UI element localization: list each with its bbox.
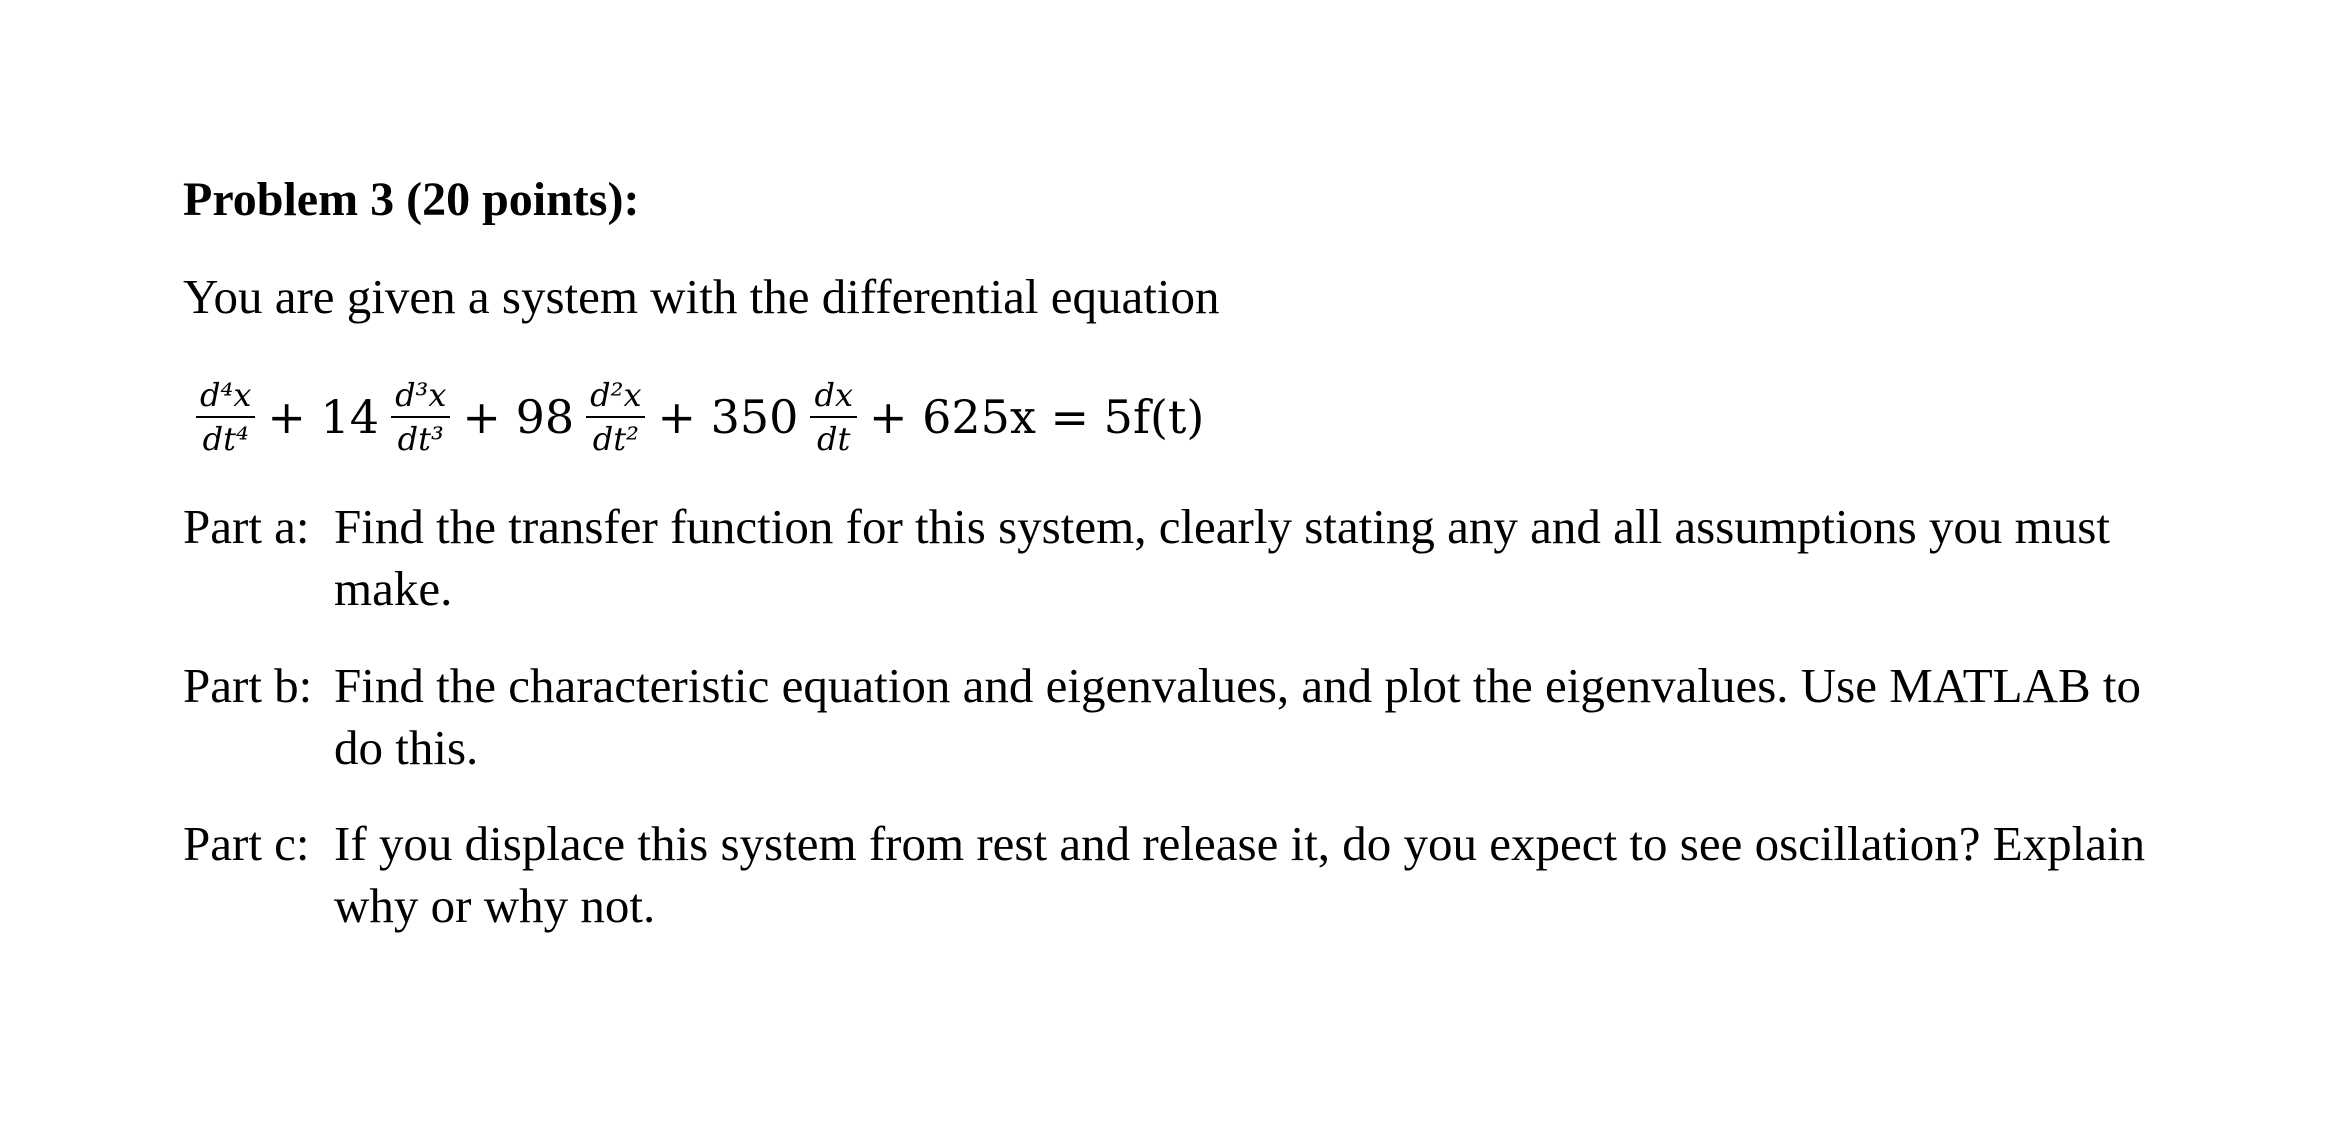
first-derivative-term xyxy=(810,376,857,458)
fraction-denominator: dt² xyxy=(592,420,639,458)
equation-tail: + 625x = 5f(t) xyxy=(868,390,1205,444)
fraction-denominator: dt³ xyxy=(397,420,444,458)
part-a xyxy=(183,496,2183,620)
third-derivative-term xyxy=(391,376,450,458)
part-text: Find the characteristic equation and eigenvalues, and plot the eigenvalues. Use MATLAB to do this. xyxy=(334,658,2142,775)
differential-equation xyxy=(190,362,1210,472)
part-text: Find the transfer function for this system, clearly stating any and all assumptions you must make. xyxy=(334,499,2110,616)
equation-coefficient: + 350 xyxy=(657,390,799,444)
fraction-denominator: dt xyxy=(817,420,851,458)
part-text: If you displace this system from rest and release it, do you expect to see oscillation? Explain why or why not. xyxy=(334,816,2146,933)
fraction-numerator: dx xyxy=(810,376,857,418)
fraction-denominator: dt⁴ xyxy=(202,420,249,458)
fraction-numerator: d³x xyxy=(391,376,450,418)
problem-intro: You are given a system with the differential equation xyxy=(183,269,1220,324)
fourth-derivative-term xyxy=(196,376,255,458)
part-b xyxy=(183,655,2183,779)
problem-title: Problem 3 (20 points): xyxy=(183,173,640,226)
second-derivative-term xyxy=(586,376,645,458)
equation-coefficient: + 14 xyxy=(267,390,380,444)
part-label: Part b: xyxy=(183,658,313,713)
part-label: Part a: xyxy=(183,499,310,554)
part-c xyxy=(183,813,2183,937)
fraction-numerator: d²x xyxy=(586,376,645,418)
equation-coefficient: + 98 xyxy=(462,390,575,444)
part-label: Part c: xyxy=(183,816,310,871)
fraction-numerator: d⁴x xyxy=(196,376,255,418)
